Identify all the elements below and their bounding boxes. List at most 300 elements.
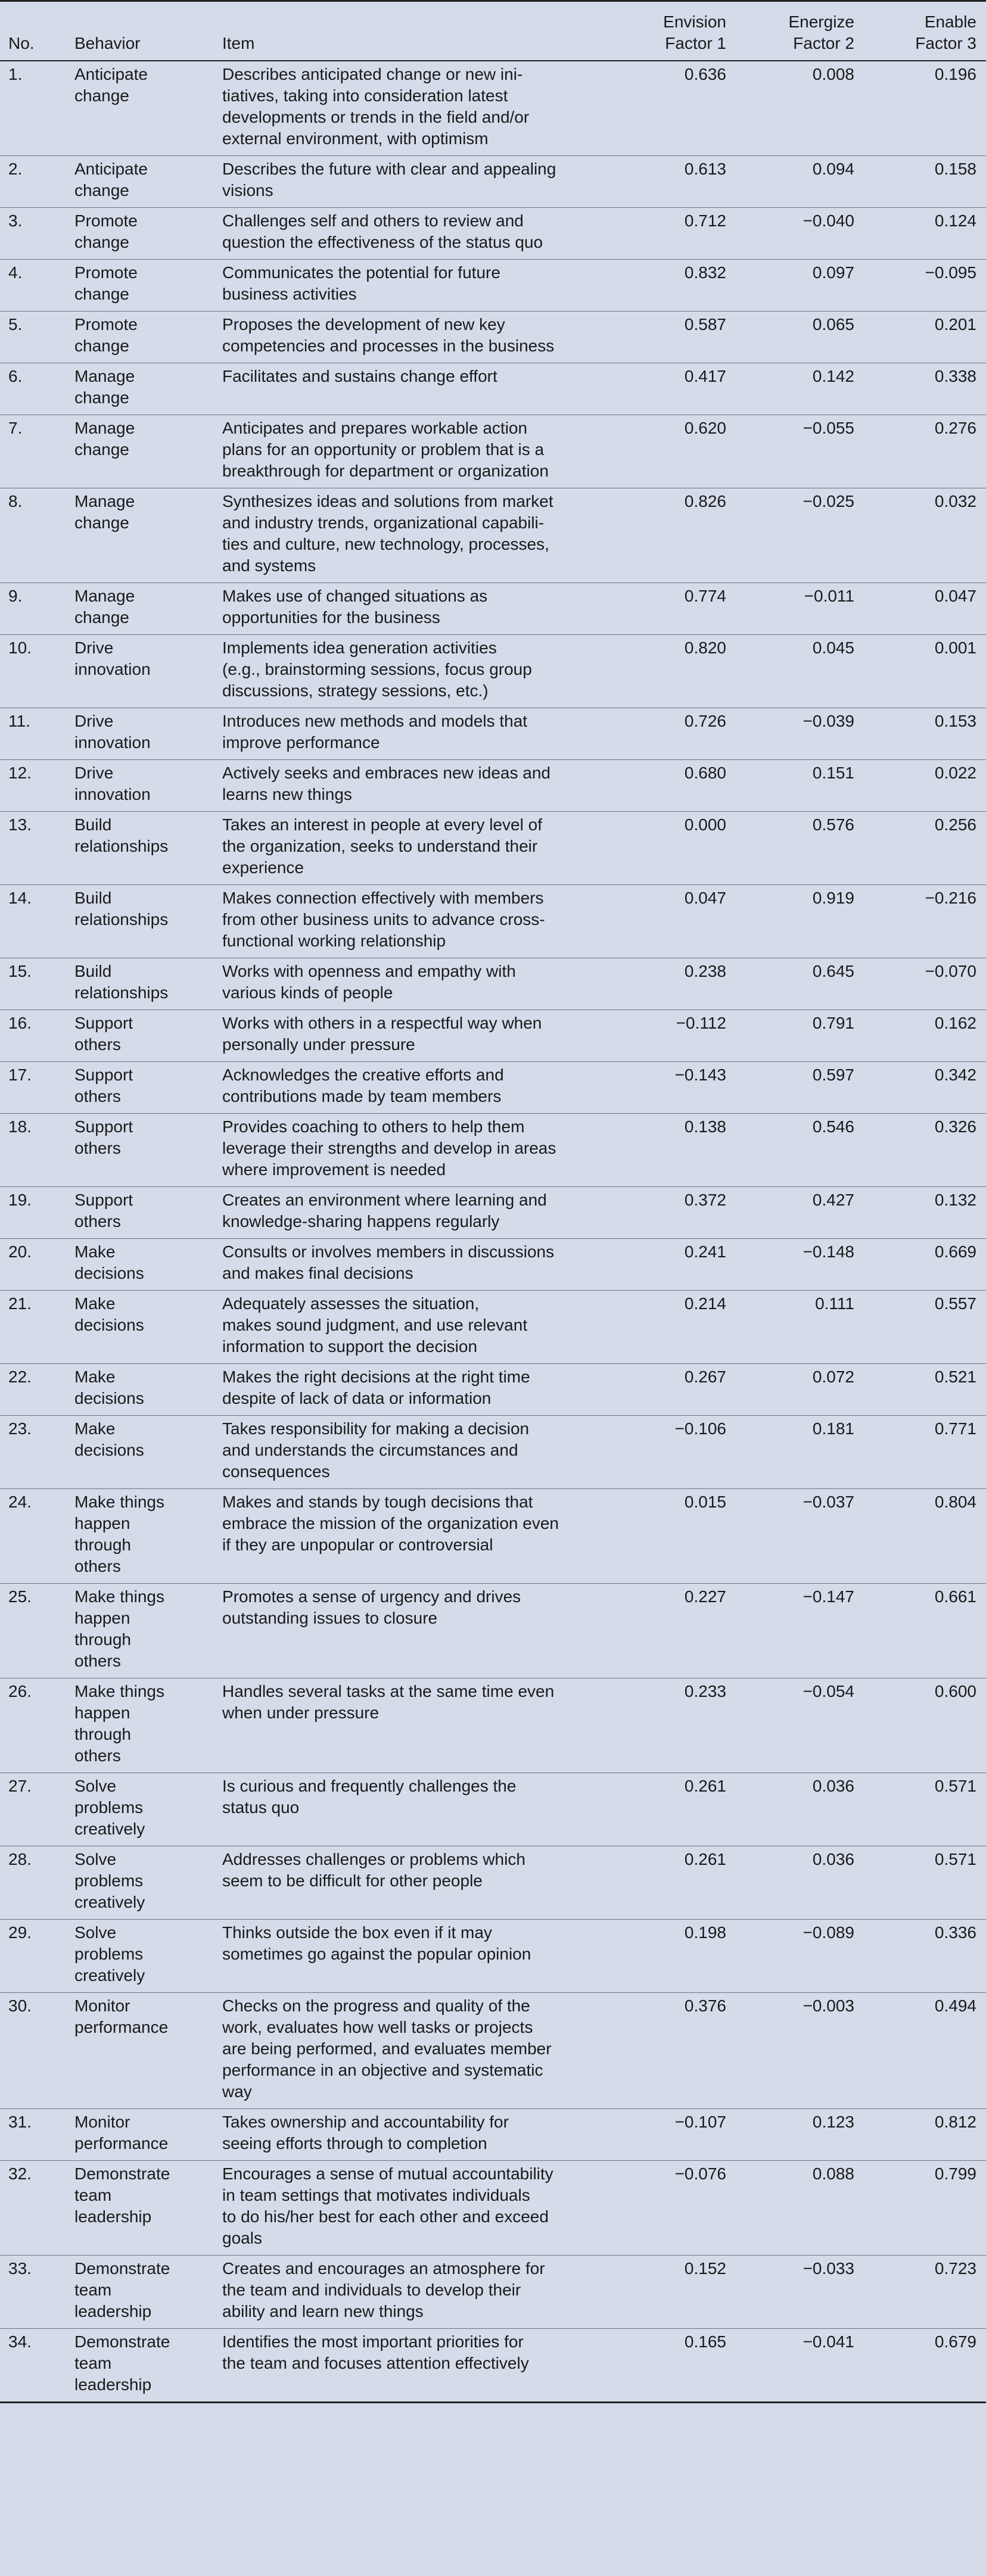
item-line: learns new things — [222, 785, 352, 803]
behavior-line: Support — [74, 1066, 133, 1084]
header-item: Item — [216, 1, 608, 61]
row-number: 5. — [0, 312, 69, 363]
table-row — [0, 61, 986, 156]
behavior-line: decisions — [74, 1441, 144, 1459]
factor-2-loading: −0.011 — [736, 583, 864, 635]
row-number: 24. — [0, 1489, 69, 1584]
item-line: functional working relationship — [222, 932, 446, 950]
behavior-line: Anticipate — [74, 65, 148, 83]
table-row — [0, 812, 986, 885]
factor-3-loading: 0.001 — [864, 635, 986, 708]
factor-3-loading: 0.571 — [864, 1773, 986, 1846]
table-row — [0, 312, 986, 363]
behavior-cell — [69, 1993, 216, 2109]
factor-1-loading: 0.680 — [608, 760, 736, 812]
item-line: information to support the decision — [222, 1337, 478, 1356]
header-factor-1-label: Factor 1 — [665, 34, 726, 52]
factor-2-loading: −0.039 — [736, 708, 864, 760]
behavior-line: relationships — [74, 837, 169, 855]
factor-3-loading: 0.022 — [864, 760, 986, 812]
behavior-cell — [69, 415, 216, 488]
row-number: 10. — [0, 635, 69, 708]
factor-2-loading: 0.036 — [736, 1846, 864, 1920]
behavior-line: Build — [74, 889, 112, 907]
row-number: 4. — [0, 260, 69, 312]
item-line: Encourages a sense of mutual accountability — [222, 2164, 553, 2183]
factor-3-loading: 0.812 — [864, 2109, 986, 2161]
item-line: Creates an environment where learning and — [222, 1191, 547, 1209]
factor-1-loading: 0.712 — [608, 208, 736, 260]
factor-2-loading: −0.041 — [736, 2329, 864, 2403]
row-number: 33. — [0, 2256, 69, 2329]
item-line: and industry trends, organizational capabili- — [222, 513, 545, 532]
behavior-line: change — [74, 388, 129, 407]
factor-1-loading: 0.267 — [608, 1364, 736, 1416]
behavior-line: others — [74, 1212, 121, 1231]
row-number: 30. — [0, 1993, 69, 2109]
behavior-line: problems — [74, 1945, 144, 1963]
behavior-cell — [69, 958, 216, 1010]
factor-2-loading: −0.003 — [736, 1993, 864, 2109]
row-number: 14. — [0, 885, 69, 958]
behavior-line: leadership — [74, 2375, 152, 2394]
item-line: knowledge-sharing happens regularly — [222, 1212, 500, 1231]
item-line: despite of lack of data or information — [222, 1389, 492, 1407]
row-number: 9. — [0, 583, 69, 635]
item-cell — [216, 760, 608, 812]
factor-3-loading: 0.032 — [864, 488, 986, 583]
behavior-line: Solve — [74, 1923, 117, 1942]
table-row — [0, 760, 986, 812]
item-line: embrace the mission of the organization even — [222, 1514, 559, 1532]
item-line: Addresses challenges or problems which — [222, 1850, 525, 1868]
factor-2-loading: 0.097 — [736, 260, 864, 312]
factor-1-loading: 0.636 — [608, 61, 736, 156]
item-cell — [216, 1291, 608, 1364]
behavior-cell — [69, 208, 216, 260]
table-row — [0, 2161, 986, 2256]
behavior-cell — [69, 2256, 216, 2329]
item-line: breakthrough for department or organization — [222, 462, 549, 480]
factor-1-loading: 0.726 — [608, 708, 736, 760]
factor-3-loading: 0.047 — [864, 583, 986, 635]
behavior-line: Demonstrate — [74, 2332, 170, 2351]
behavior-line: Promote — [74, 211, 138, 230]
factor-2-loading: 0.427 — [736, 1187, 864, 1239]
item-cell — [216, 2329, 608, 2403]
factor-1-loading: 0.214 — [608, 1291, 736, 1364]
factor-3-loading: 0.771 — [864, 1416, 986, 1489]
item-line: goals — [222, 2229, 262, 2247]
behavior-cell — [69, 635, 216, 708]
factor-1-loading: 0.832 — [608, 260, 736, 312]
item-line: status quo — [222, 1798, 300, 1817]
factor-3-loading: 0.799 — [864, 2161, 986, 2256]
factor-2-loading: 0.123 — [736, 2109, 864, 2161]
factor-2-loading: 0.036 — [736, 1773, 864, 1846]
item-line: seem to be difficult for other people — [222, 1871, 483, 1890]
item-line: Takes responsibility for making a decision — [222, 1419, 530, 1438]
factor-3-loading: 0.196 — [864, 61, 986, 156]
row-number: 17. — [0, 1062, 69, 1114]
row-number: 3. — [0, 208, 69, 260]
table-row — [0, 2256, 986, 2329]
factor-3-loading: −0.095 — [864, 260, 986, 312]
table-row — [0, 363, 986, 415]
item-line: Makes connection effectively with members — [222, 889, 544, 907]
item-line: Works with openness and empathy with — [222, 962, 516, 980]
row-number: 15. — [0, 958, 69, 1010]
behavior-line: Manage — [74, 367, 135, 385]
item-line: Makes use of changed situations as — [222, 587, 488, 605]
behavior-line: change — [74, 86, 129, 105]
header-behavior: Behavior — [69, 1, 216, 61]
item-line: Promotes a sense of urgency and drives — [222, 1587, 521, 1606]
behavior-line: Build — [74, 815, 112, 834]
row-number: 11. — [0, 708, 69, 760]
row-number: 29. — [0, 1920, 69, 1993]
item-line: the organization, seeks to understand their — [222, 837, 538, 855]
row-number: 32. — [0, 2161, 69, 2256]
behavior-line: change — [74, 440, 129, 459]
row-number: 2. — [0, 156, 69, 208]
item-cell — [216, 812, 608, 885]
behavior-line: change — [74, 285, 129, 303]
item-cell — [216, 61, 608, 156]
behavior-cell — [69, 363, 216, 415]
behavior-line: Monitor — [74, 1996, 130, 2015]
behavior-line: Promote — [74, 263, 138, 282]
behavior-line: creatively — [74, 1966, 145, 1985]
item-line: Describes the future with clear and appealing — [222, 160, 556, 178]
table-row — [0, 1364, 986, 1416]
item-cell — [216, 583, 608, 635]
row-number: 34. — [0, 2329, 69, 2403]
item-cell — [216, 1187, 608, 1239]
behavior-line: others — [74, 1652, 121, 1670]
factor-1-loading: 0.774 — [608, 583, 736, 635]
factor-2-loading: 0.111 — [736, 1291, 864, 1364]
header-factor-2-name: Energize — [788, 13, 854, 31]
behavior-cell — [69, 2161, 216, 2256]
factor-3-loading: 0.201 — [864, 312, 986, 363]
behavior-line: Promote — [74, 315, 138, 334]
behavior-line: problems — [74, 1798, 144, 1817]
factor-1-loading: 0.376 — [608, 1993, 736, 2109]
factor-3-loading: 0.342 — [864, 1062, 986, 1114]
header-row — [0, 1, 986, 61]
table-row — [0, 958, 986, 1010]
factor-3-loading: 0.557 — [864, 1291, 986, 1364]
behavior-line: through — [74, 1630, 131, 1649]
item-line: Introduces new methods and models that — [222, 712, 528, 730]
item-line: Synthesizes ideas and solutions from market — [222, 492, 553, 510]
factor-2-loading: 0.151 — [736, 760, 864, 812]
behavior-line: others — [74, 1035, 121, 1054]
item-line: Takes an interest in people at every level of — [222, 815, 542, 834]
factor-3-loading: 0.256 — [864, 812, 986, 885]
table-row — [0, 885, 986, 958]
behavior-line: others — [74, 1087, 121, 1105]
factor-2-loading: 0.791 — [736, 1010, 864, 1062]
item-line: Is curious and frequently challenges the — [222, 1777, 517, 1795]
behavior-line: Make — [74, 1368, 116, 1386]
item-line: Anticipates and prepares workable action — [222, 419, 528, 437]
item-line: when under pressure — [222, 1703, 380, 1722]
factor-2-loading: 0.181 — [736, 1416, 864, 1489]
item-line: performance in an objective and systematic — [222, 2061, 543, 2079]
factor-1-loading: 0.417 — [608, 363, 736, 415]
factor-2-loading: 0.045 — [736, 635, 864, 708]
table-row — [0, 156, 986, 208]
behavior-line: Demonstrate — [74, 2164, 170, 2183]
item-line: and systems — [222, 556, 316, 575]
item-cell — [216, 415, 608, 488]
row-number: 27. — [0, 1773, 69, 1846]
behavior-cell — [69, 1416, 216, 1489]
factor-3-loading: 0.153 — [864, 708, 986, 760]
factor-3-loading: 0.132 — [864, 1187, 986, 1239]
table-row — [0, 635, 986, 708]
item-line: Identifies the most important priorities for — [222, 2332, 524, 2351]
behavior-line: team — [74, 2281, 112, 2299]
behavior-line: leadership — [74, 2207, 152, 2226]
item-line: consequences — [222, 1462, 330, 1481]
behavior-cell — [69, 260, 216, 312]
row-number: 6. — [0, 363, 69, 415]
table-row — [0, 1416, 986, 1489]
item-line: various kinds of people — [222, 983, 393, 1002]
header-no: No. — [0, 1, 69, 61]
factor-3-loading: 0.723 — [864, 2256, 986, 2329]
behavior-line: Manage — [74, 587, 135, 605]
behavior-line: Make — [74, 1242, 116, 1261]
item-cell — [216, 2256, 608, 2329]
header-factor-3-label: Factor 3 — [915, 34, 976, 52]
item-line: the team and focuses attention effectively — [222, 2354, 529, 2372]
item-line: sometimes go against the popular opinion — [222, 1945, 531, 1963]
table-row — [0, 1062, 986, 1114]
factor-2-loading: 0.088 — [736, 2161, 864, 2256]
behavior-line: change — [74, 337, 129, 355]
behavior-cell — [69, 1364, 216, 1416]
behavior-line: happen — [74, 1514, 130, 1532]
table-row — [0, 1239, 986, 1291]
behavior-line: Monitor — [74, 2113, 130, 2131]
behavior-line: creatively — [74, 1820, 145, 1838]
item-line: Challenges self and others to review and — [222, 211, 524, 230]
behavior-line: Drive — [74, 638, 114, 657]
item-line: makes sound judgment, and use relevant — [222, 1316, 528, 1334]
header-factor-1 — [608, 1, 736, 61]
table-row — [0, 260, 986, 312]
item-line: Actively seeks and embraces new ideas and — [222, 764, 550, 782]
factor-2-loading: −0.147 — [736, 1584, 864, 1678]
item-line: Checks on the progress and quality of the — [222, 1996, 530, 2015]
behavior-line: change — [74, 233, 129, 251]
item-line: experience — [222, 858, 304, 877]
factor-1-loading: 0.227 — [608, 1584, 736, 1678]
factor-2-loading: 0.094 — [736, 156, 864, 208]
behavior-line: decisions — [74, 1389, 144, 1407]
behavior-cell — [69, 61, 216, 156]
item-cell — [216, 1364, 608, 1416]
behavior-cell — [69, 1187, 216, 1239]
behavior-line: through — [74, 1725, 131, 1743]
behavior-cell — [69, 1239, 216, 1291]
item-line: (e.g., brainstorming sessions, focus group — [222, 660, 532, 678]
header-factor-2 — [736, 1, 864, 61]
item-line: if they are unpopular or controversial — [222, 1535, 493, 1554]
item-line: external environment, with optimism — [222, 129, 489, 148]
table-row — [0, 1584, 986, 1678]
item-line: improve performance — [222, 733, 380, 752]
behavior-cell — [69, 583, 216, 635]
item-cell — [216, 1584, 608, 1678]
item-cell — [216, 2109, 608, 2161]
table-row — [0, 488, 986, 583]
row-number: 19. — [0, 1187, 69, 1239]
factor-2-loading: −0.037 — [736, 1489, 864, 1584]
behavior-line: team — [74, 2186, 112, 2204]
item-cell — [216, 635, 608, 708]
table-row — [0, 2109, 986, 2161]
factor-3-loading: 0.521 — [864, 1364, 986, 1416]
item-line: Takes ownership and accountability for — [222, 2113, 509, 2131]
factor-1-loading: −0.143 — [608, 1062, 736, 1114]
table-row — [0, 415, 986, 488]
behavior-line: performance — [74, 2018, 169, 2036]
behavior-cell — [69, 1678, 216, 1773]
item-line: Implements idea generation activities — [222, 638, 497, 657]
behavior-line: Make things — [74, 1493, 164, 1511]
row-number: 26. — [0, 1678, 69, 1773]
behavior-line: innovation — [74, 660, 151, 678]
factor-2-loading: 0.919 — [736, 885, 864, 958]
row-number: 31. — [0, 2109, 69, 2161]
row-number: 20. — [0, 1239, 69, 1291]
factor-3-loading: 0.494 — [864, 1993, 986, 2109]
item-line: visions — [222, 181, 273, 200]
factor-1-loading: 0.820 — [608, 635, 736, 708]
behavior-line: Drive — [74, 764, 114, 782]
item-line: are being performed, and evaluates member — [222, 2039, 552, 2058]
table-row — [0, 1291, 986, 1364]
behavior-line: Anticipate — [74, 160, 148, 178]
factor-3-loading: 0.162 — [864, 1010, 986, 1062]
behavior-cell — [69, 2109, 216, 2161]
item-line: and makes final decisions — [222, 1264, 413, 1282]
item-cell — [216, 260, 608, 312]
table-row — [0, 1489, 986, 1584]
row-number: 12. — [0, 760, 69, 812]
behavior-line: decisions — [74, 1316, 144, 1334]
item-line: Thinks outside the box even if it may — [222, 1923, 492, 1942]
item-cell — [216, 1416, 608, 1489]
table-row — [0, 708, 986, 760]
row-number: 21. — [0, 1291, 69, 1364]
factor-1-loading: 0.826 — [608, 488, 736, 583]
factor-1-loading: 0.000 — [608, 812, 736, 885]
behavior-line: Support — [74, 1117, 133, 1136]
item-line: Facilitates and sustains change effort — [222, 367, 497, 385]
factor-2-loading: −0.025 — [736, 488, 864, 583]
item-line: from other business units to advance cross- — [222, 910, 545, 929]
item-line: where improvement is needed — [222, 1160, 446, 1179]
row-number: 16. — [0, 1010, 69, 1062]
header-factor-1-name: Envision — [663, 13, 726, 31]
item-cell — [216, 312, 608, 363]
table-row — [0, 1846, 986, 1920]
factor-1-loading: 0.587 — [608, 312, 736, 363]
item-line: developments or trends in the field and/or — [222, 108, 530, 126]
behavior-line: Demonstrate — [74, 2259, 170, 2278]
behavior-line: performance — [74, 2134, 169, 2153]
factor-2-loading: −0.089 — [736, 1920, 864, 1993]
row-number: 28. — [0, 1846, 69, 1920]
item-line: Makes the right decisions at the right time — [222, 1368, 530, 1386]
factor-3-loading: 0.158 — [864, 156, 986, 208]
factor-2-loading: −0.040 — [736, 208, 864, 260]
behavior-line: change — [74, 513, 129, 532]
header-factor-2-label: Factor 2 — [793, 34, 854, 52]
item-line: contributions made by team members — [222, 1087, 502, 1105]
behavior-line: happen — [74, 1609, 130, 1627]
factor-1-loading: 0.372 — [608, 1187, 736, 1239]
item-line: Creates and encourages an atmosphere for — [222, 2259, 545, 2278]
behavior-line: Manage — [74, 492, 135, 510]
item-cell — [216, 1114, 608, 1187]
factor-3-loading: −0.216 — [864, 885, 986, 958]
behavior-line: others — [74, 1557, 121, 1575]
item-cell — [216, 1489, 608, 1584]
item-line: Communicates the potential for future — [222, 263, 500, 282]
factor-1-loading: 0.261 — [608, 1773, 736, 1846]
item-cell — [216, 1846, 608, 1920]
row-number: 23. — [0, 1416, 69, 1489]
behavior-cell — [69, 760, 216, 812]
row-number: 22. — [0, 1364, 69, 1416]
behavior-line: Manage — [74, 419, 135, 437]
item-line: and understands the circumstances and — [222, 1441, 518, 1459]
factor-2-loading: 0.597 — [736, 1062, 864, 1114]
item-line: business activities — [222, 285, 357, 303]
item-line: Acknowledges the creative efforts and — [222, 1066, 504, 1084]
row-number: 25. — [0, 1584, 69, 1678]
item-line: Consults or involves members in discussions — [222, 1242, 555, 1261]
behavior-line: through — [74, 1535, 131, 1554]
row-number: 7. — [0, 415, 69, 488]
factor-1-loading: 0.261 — [608, 1846, 736, 1920]
table-row — [0, 1678, 986, 1773]
table-row — [0, 1773, 986, 1846]
item-cell — [216, 488, 608, 583]
factor-1-loading: 0.198 — [608, 1920, 736, 1993]
item-line: Describes anticipated change or new ini- — [222, 65, 523, 83]
factor-3-loading: 0.276 — [864, 415, 986, 488]
table-row — [0, 1187, 986, 1239]
factor-1-loading: 0.620 — [608, 415, 736, 488]
behavior-line: innovation — [74, 785, 151, 803]
table-row — [0, 583, 986, 635]
behavior-line: Make — [74, 1419, 116, 1438]
item-line: way — [222, 2082, 252, 2101]
behavior-line: leadership — [74, 2302, 152, 2320]
item-line: Adequately assesses the situation, — [222, 1294, 480, 1313]
header-factor-3-name: Enable — [924, 13, 976, 31]
item-line: Works with others in a respectful way when — [222, 1014, 542, 1032]
behavior-cell — [69, 1062, 216, 1114]
